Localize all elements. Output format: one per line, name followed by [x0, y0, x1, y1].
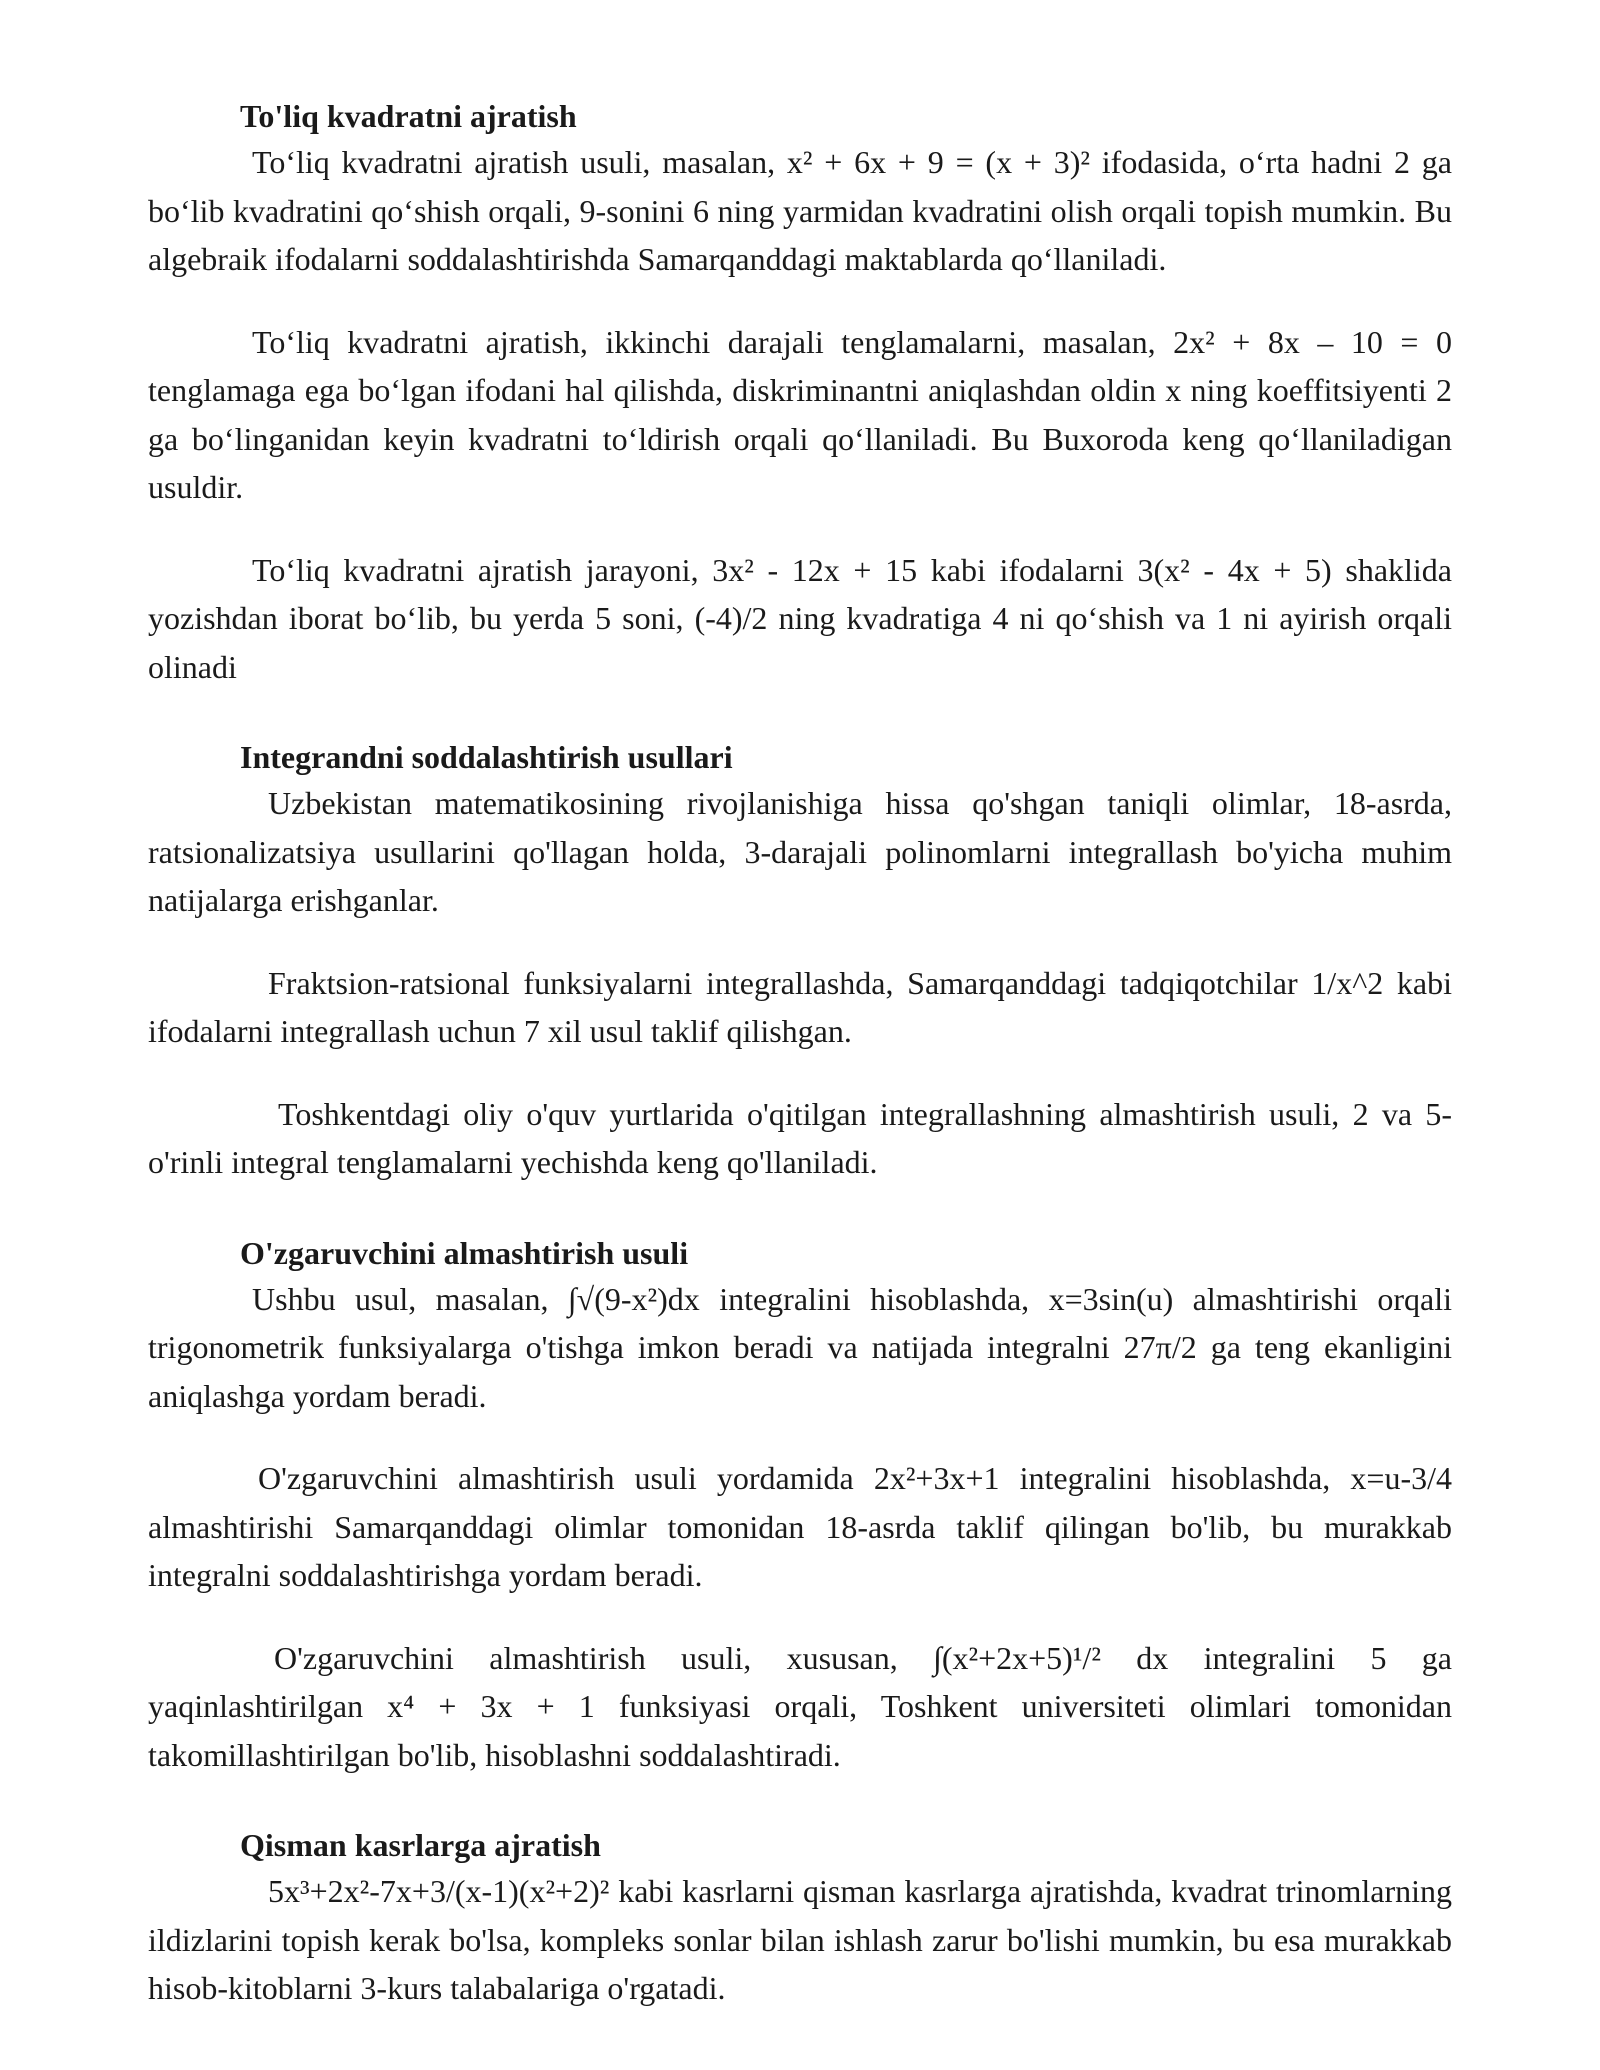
- paragraph: Fraktsion-ratsional funksiyalarni integrallashda, Samarqanddagi tadqiqotchilar 1/x^2 kabi ifodalarni integrallash uchun 7 xil usul taklif qilishgan.: [148, 964, 1452, 1049]
- section-partial-fractions: [148, 1823, 1452, 2013]
- section-integrand-simplification: [148, 735, 1452, 1187]
- paragraph: To‘liq kvadratni ajratish jarayoni, 3x² - 12x + 15 kabi ifodalarni 3(x² - 4x + 5) shaklida yozishdan iborat bo‘lib, bu yerda 5 soni, (-4)/2 ning kvadratiga 4 ni qo‘shish va 1 ni ayirish orqali olinadi: [148, 551, 1452, 685]
- paragraph: Toshkentdagi oliy o'quv yurtlarida o'qitilgan integrallashning almashtirish usuli, 2 va 5-o'rinli integral tenglamalarni yechishda keng qo'llaniladi.: [148, 1095, 1452, 1180]
- paragraph: 5x³+2x²-7x+3/(x-1)(x²+2)² kabi kasrlarni qisman kasrlarga ajratishda, kvadrat trinomlarning ildizlarini topish kerak bo'lsa, kompleks sonlar bilan ishlash zarur bo'lishi mumkin, bu esa murakkab hisob-kitoblarni 3-kurs talabalariga o'rgatadi.: [148, 1873, 1452, 2006]
- section-complete-square: [148, 94, 1452, 691]
- paragraph: Uzbekistan matematikosining rivojlanishiga hissa qo'shgan taniqli olimlar, 18-asrda, ratsionalizatsiya usullarini qo'llagan holda, 3-darajali polinomlarni integrallash bo'yicha muhim natijalarga erishganlar.: [148, 785, 1452, 918]
- section-title: Qisman kasrlarga ajratish: [240, 1827, 601, 1863]
- paragraph: To‘liq kvadratni ajratish, ikkinchi darajali tenglamalarni, masalan, 2x² + 8x – 10 = 0 tenglamaga ega bo‘lgan ifodani hal qilishda, diskriminantni aniqlashdan oldin x ning koeffitsiyenti 2 ga bo‘linganidan keyin kvadratni to‘ldirish orqali qo‘llaniladi. Bu Buxoroda keng qo‘llaniladigan usuldir.: [148, 323, 1452, 505]
- paragraph: O'zgaruvchini almashtirish usuli yordamida 2x²+3x+1 integralini hisoblashda, x=u-3/4 almashtirishi Samarqanddagi olimlar tomonidan 18-asrda taklif qilingan bo'lib, bu murakkab integralni soddalashtirishga yordam beradi.: [148, 1460, 1452, 1593]
- paragraph: O'zgaruvchini almashtirish usuli, xususan, ∫(x²+2x+5)¹/² dx integralini 5 ga yaqinlashtirilgan x⁴ + 3x + 1 funksiyasi orqali, Toshkent universiteti olimlari tomonidan takomillashtirilgan bo'lib, hisoblashni soddalashtiradi.: [148, 1639, 1452, 1773]
- section-title: To'liq kvadratni ajratish: [240, 98, 577, 134]
- paragraph: Ushbu usul, masalan, ∫√(9-x²)dx integralini hisoblashda, x=3sin(u) almashtirishi orqali trigonometrik funksiyalarga o'tishga imkon beradi va natijada integralni 27π/2 ga teng ekanligini aniqlashga yordam beradi.: [148, 1280, 1452, 1414]
- paragraph: To‘liq kvadratni ajratish usuli, masalan, x² + 6x + 9 = (x + 3)² ifodasida, o‘rta hadni 2 ga bo‘lib kvadratini qo‘shish orqali, 9-sonini 6 ning yarmidan kvadratini olish orqali topish mumkin. Bu algebraik ifodalarni soddalashtirishda Samarqanddagi maktablarda qo‘llaniladi.: [148, 144, 1452, 277]
- section-title: O'zgaruvchini almashtirish usuli: [240, 1234, 689, 1271]
- section-title: Integrandni soddalashtirish usullari: [240, 739, 733, 775]
- section-variable-substitution: [148, 1231, 1452, 1780]
